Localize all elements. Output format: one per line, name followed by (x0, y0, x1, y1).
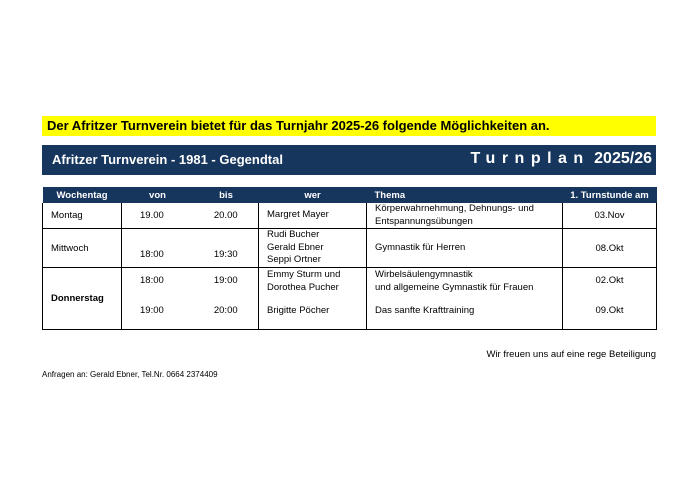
cell-wer-line: Seppi Ortner (267, 254, 321, 266)
cell-thema-line: Das sanfte Krafttraining (375, 304, 475, 316)
announcement-banner: Der Afritzer Turnverein bietet für das Turnjahr 2025-26 folgende Möglichkeiten an. (42, 116, 656, 136)
cell-day: Mittwoch (43, 229, 122, 268)
cell-start: 02.Okt (563, 268, 657, 296)
table-row (43, 203, 657, 229)
col-header-thema: Thema (367, 187, 563, 203)
cell-thema (367, 268, 563, 296)
table-header-row (43, 187, 657, 203)
cell-von: 19:00 (122, 296, 194, 330)
table-row (43, 229, 657, 268)
cell-bis: 20:00 (194, 296, 259, 330)
cell-thema-line: Wirbelsäulengymnastik (375, 269, 473, 280)
cell-wer (259, 229, 367, 268)
cell-thema (367, 296, 563, 330)
cell-day: Donnerstag (43, 268, 122, 330)
plan-title (470, 150, 652, 168)
cell-thema-line: Körperwahrnehmung, Dehnungs- und (375, 203, 534, 214)
col-header-bis: bis (194, 187, 259, 203)
cell-von: 19.00 (140, 210, 164, 221)
cell-bis: 19:30 (194, 229, 259, 268)
cell-start: 08.Okt (563, 229, 657, 268)
closing-note: Wir freuen uns auf eine rege Beteiligung (486, 349, 656, 360)
plan-title-year: 2025/26 (594, 150, 652, 167)
cell-bis: 20.00 (213, 210, 238, 221)
schedule-table (42, 187, 657, 330)
cell-wer-line: Brigitte Pöcher (267, 304, 330, 316)
cell-von: 18:00 (122, 268, 194, 296)
cell-bis: 19:00 (194, 268, 259, 296)
cell-thema-line: Gymnastik für Herren (375, 241, 466, 253)
cell-thema-line: und allgemeine Gymnastik für Frauen (375, 282, 534, 293)
cell-wer-line: Gerald Ebner (267, 241, 324, 253)
cell-thema-line: Entspannungsübungen (375, 215, 473, 227)
cell-start: 09.Okt (563, 296, 657, 330)
cell-thema (367, 229, 563, 268)
cell-wer-line: Rudi Bucher (267, 229, 320, 241)
cell-von: 18:00 (122, 229, 194, 268)
contact-info: Anfragen an: Gerald Ebner, Tel.Nr. 0664 2374409 (42, 370, 218, 379)
col-header-von: von (122, 187, 194, 203)
cell-wer-line: Emmy Sturm und (267, 269, 341, 280)
plan-title-word: Turnplan (470, 150, 590, 167)
header-bar (42, 145, 656, 175)
cell-start: 03.Nov (563, 203, 657, 229)
table-row (43, 296, 657, 330)
cell-wer-line: Dorothea Pucher (267, 282, 339, 293)
table-row (43, 268, 657, 296)
cell-wer (259, 203, 367, 229)
cell-wer (259, 296, 367, 330)
col-header-start: 1. Turnstunde am (563, 187, 657, 203)
cell-wer-line: Margret Mayer (267, 209, 329, 221)
club-title: Afritzer Turnverein - 1981 - Gegendtal (52, 152, 283, 167)
cell-day: Montag (43, 203, 122, 229)
cell-wer (259, 268, 367, 296)
cell-thema (367, 203, 563, 229)
col-header-wer: wer (259, 187, 367, 203)
col-header-wochentag: Wochentag (43, 187, 122, 203)
